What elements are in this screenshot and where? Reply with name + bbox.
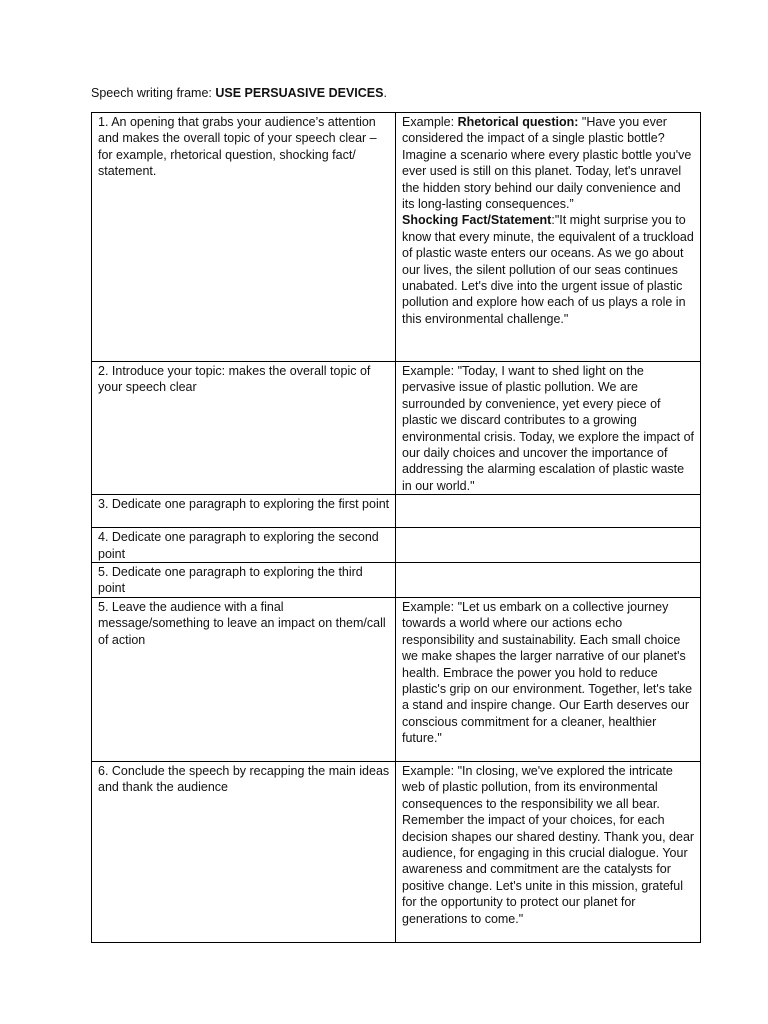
prompt-cell: 6. Conclude the speech by recapping the main ideas and thank the audience [92, 761, 396, 942]
title-emphasis: USE PERSUASIVE DEVICES [215, 86, 384, 100]
table-row [92, 495, 701, 528]
table-row [92, 113, 701, 362]
title-prefix: Speech writing frame: [91, 86, 216, 100]
example-cell [396, 113, 701, 362]
example-intro: Example: [402, 115, 458, 129]
prompt-cell: 5. Leave the audience with a final message/something to leave an impact on them/call of action [92, 597, 396, 761]
prompt-cell: 2. Introduce your topic: makes the overall topic of your speech clear [92, 362, 396, 495]
prompt-cell: 4. Dedicate one paragraph to exploring the second point [92, 528, 396, 563]
title-suffix: . [383, 86, 387, 100]
example-cell [396, 528, 701, 563]
example-cell: Example: "In closing, we've explored the intricate web of plastic pollution, from its environmental consequences to the responsibility we all bear. Remember the impact of your choices, for each decision shapes our shared destiny. Thank you, dear audience, for engaging in this crucial dialogue. Your awareness and commitment are the catalysts for positive change. Let's unite in this mission, grateful for the opportunity to protect our planet for generations to come." [396, 761, 701, 942]
shocking-fact-text: :"It might surprise you to know that every minute, the equivalent of a truckload of plastic waste enters our oceans. As we go about our lives, the silent pollution of our seas continues unabated. Let's dive into the urgent issue of plastic pollution and explore how each of us plays a role in this environmental challenge." [402, 213, 694, 326]
table-row [92, 528, 701, 563]
speech-frame-table [91, 112, 701, 943]
shocking-fact-label: Shocking Fact/Statement [402, 213, 552, 228]
rhetorical-question-text: "Have you ever considered the impact of a single plastic bottle? Imagine a scenario where every plastic bottle you've ever used is still on this planet. Today, let's unravel the hidden story behind our daily convenience and its long-lasting consequences.” [402, 115, 692, 212]
table-row [92, 597, 701, 761]
rhetorical-question-label: Rhetorical question: [457, 115, 579, 129]
prompt-cell: 3. Dedicate one paragraph to exploring the first point [92, 495, 396, 528]
prompt-cell: 5. Dedicate one paragraph to exploring the third point [92, 563, 396, 598]
page-title [91, 85, 387, 101]
table-row [92, 362, 701, 495]
example-cell [396, 563, 701, 598]
table-row [92, 563, 701, 598]
prompt-cell: 1. An opening that grabs your audience’s attention and makes the overall topic of your speech clear – for example, rhetorical question, shocking fact/ statement. [92, 113, 396, 362]
example-cell: Example: "Today, I want to shed light on the pervasive issue of plastic pollution. We are surrounded by convenience, yet every piece of plastic we discard contributes to a growing environmental crisis. Today, we explore the impact of our daily choices and uncover the importance of addressing the alarming escalation of plastic waste in our world." [396, 362, 701, 495]
example-cell [396, 495, 701, 528]
table-row [92, 761, 701, 942]
example-cell: Example: "Let us embark on a collective journey towards a world where our actions echo responsibility and sustainability. Each small choice we make shapes the larger narrative of our planet's health. Embrace the power you hold to reduce plastic's grip on our environment. Together, let's take a stand and inspire change. Our Earth deserves our conscious commitment for a cleaner, healthier future." [396, 597, 701, 761]
